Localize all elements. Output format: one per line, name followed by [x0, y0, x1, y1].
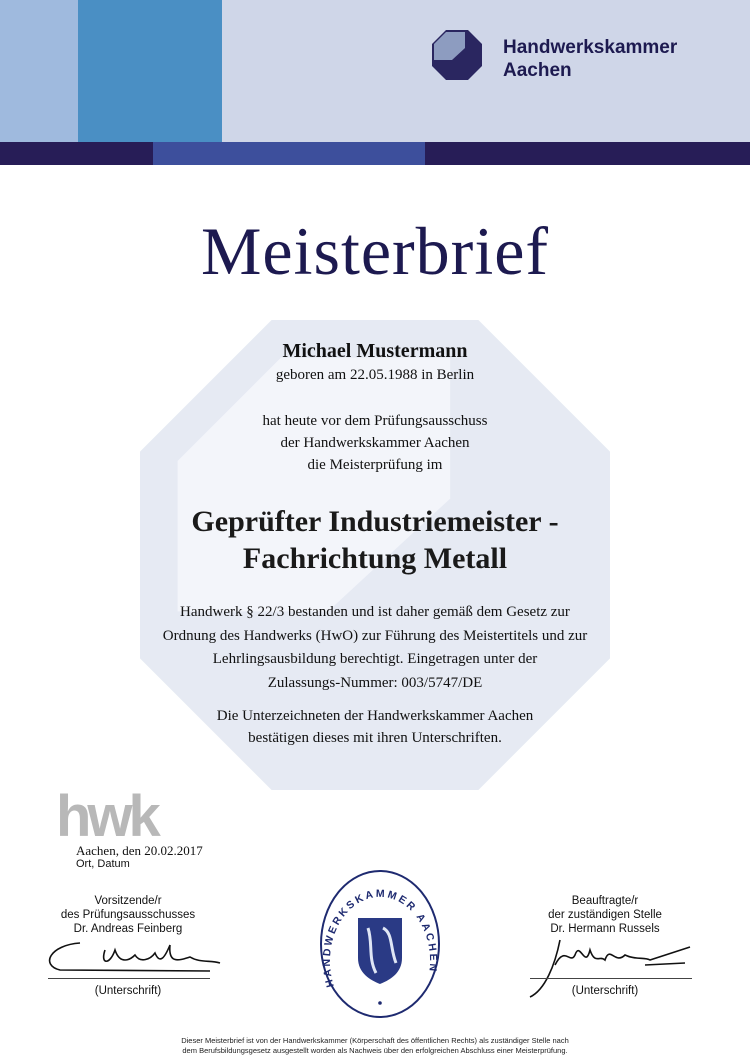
- header-stripe-blue: [78, 0, 222, 142]
- header-bar: [0, 142, 153, 165]
- left-signature-line: [48, 978, 210, 979]
- hwk-small-logo: hwk: [56, 784, 157, 849]
- profession-title: Geprüfter Industriemeister - Fachrichtung Metall: [191, 505, 559, 575]
- header-bar: [153, 142, 425, 165]
- hwk-logo-icon: [432, 30, 482, 80]
- org-name: Handwerkskammer Aachen: [503, 37, 678, 81]
- svg-text:HANDWERKSKAMMER AACHEN: HANDWERKSKAMMER AACHEN: [320, 887, 440, 989]
- header-stripe-light: [0, 0, 78, 142]
- right-sig-label: (Unterschrift): [571, 985, 639, 997]
- header-bar: [425, 142, 750, 165]
- document-title: Meisterbrief: [200, 213, 550, 289]
- left-signature-icon: [40, 935, 240, 980]
- place-date: Aachen, den 20.02.2017: [76, 843, 203, 858]
- official-seal-icon: [318, 868, 442, 1020]
- holder-name: Michael Mustermann: [282, 340, 468, 362]
- intro-text: hat heute vor dem Prüfungsausschuss der Handwerkskammer Aachen die Meisterprüfung im: [262, 413, 488, 473]
- place-date-label: Ort, Datum: [76, 858, 130, 870]
- right-signature-line: [530, 978, 692, 979]
- left-signer: Vorsitzende/r des Prüfungsausschusses Dr. Andreas Feinberg: [60, 895, 196, 935]
- body-text: Handwerk § 22/3 bestanden und ist daher gemäß dem Gesetz zur Ordnung des Handwerks (HwO) zur Führung des Meistertitels und zur Lehrlingsausbildung berechtigt. Eingetragen unter der Zulassungs-Nummer: 003/5747/DE: [162, 604, 588, 691]
- footer-note: Dieser Meisterbrief ist von der Handwerkskammer (Körperschaft des öffentlichen Rechts) als zuständiger Stelle nach dem Berufsbildungsgesetz ausgestellt worden als Nachweis über den erfolgreichen Abschluss einer Meisterprüfung.: [181, 1036, 569, 1055]
- left-sig-label: (Unterschrift): [94, 985, 162, 997]
- right-signer: Beauftragte/r der zuständigen Stelle Dr. Hermann Russels: [548, 895, 662, 935]
- confirm-text: Die Unterzeichneten der Handwerkskammer Aachen bestätigen dieses mit ihren Unterschriften.: [216, 708, 534, 746]
- holder-birth: geboren am 22.05.1988 in Berlin: [275, 367, 475, 383]
